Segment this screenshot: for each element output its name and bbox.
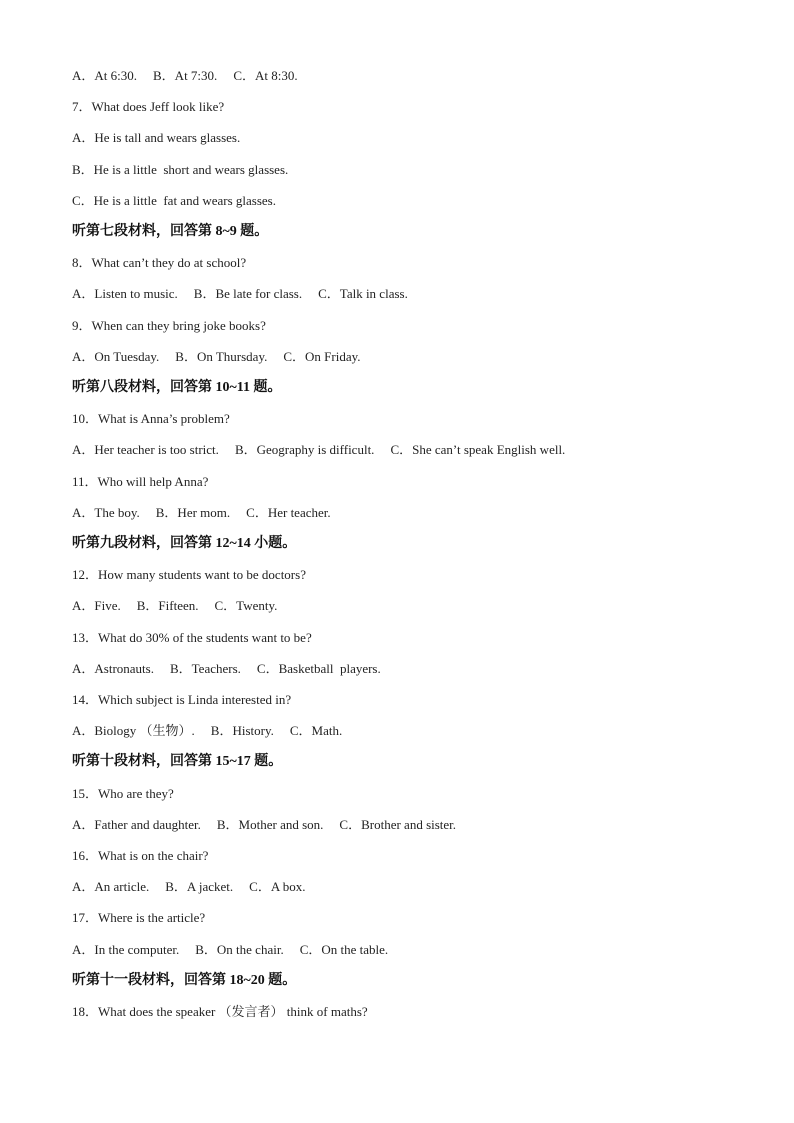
answer-option: B．Be late for class. [193, 286, 303, 302]
answer-options [72, 659, 397, 679]
question-text: 12．How many students want to be doctors? [72, 567, 306, 583]
answer-option: B．At 7:30. [153, 68, 218, 83]
answer-options [72, 940, 404, 960]
answer-option: B．Mother and son. [216, 816, 324, 832]
answer-option: A．On Tuesday. [72, 348, 160, 364]
answer-option: A．Five. [72, 598, 121, 614]
answer-option: C．Brother and sister. [339, 816, 457, 832]
section-heading: 听第七段材料，回答第 8~9 题。 [72, 224, 269, 239]
answer-option: A．Biology （生物）. [72, 723, 195, 739]
answer-option: B．Fifteen. [136, 598, 199, 614]
answer-options [72, 596, 293, 616]
answer-option: B．A jacket. [165, 879, 234, 895]
answer-option: C．Talk in class. [318, 286, 408, 302]
answer-option: A．In the computer. [72, 941, 180, 957]
question-text: 8．What can’t they do at school? [72, 255, 247, 271]
answer-options [72, 503, 347, 523]
answer-option: B．Geography is difficult. [234, 442, 375, 458]
answer-option: C．Math. [289, 723, 343, 739]
answer-options [72, 877, 322, 897]
answer-options [72, 284, 424, 304]
question-text: 11．Who will help Anna? [72, 473, 209, 489]
answer-options [72, 128, 256, 148]
question-text: 15．Who are they? [72, 785, 174, 801]
answer-option: B．Teachers. [169, 660, 241, 676]
answer-option: B．On the chair. [195, 941, 284, 957]
answer-option: C．On Friday. [283, 348, 361, 364]
question-text: 10．What is Anna’s problem? [72, 411, 230, 427]
answer-option: A．An article. [72, 879, 150, 895]
answer-option: C．Her teacher. [246, 504, 331, 520]
answer-options [72, 815, 472, 835]
answer-option: C．A box. [249, 879, 306, 895]
question-text: 13．What do 30% of the students want to be? [72, 629, 312, 645]
answer-option: C．She can’t speak English well. [390, 442, 566, 458]
answer-options [72, 160, 304, 180]
answer-option: A．Listen to music. [72, 286, 178, 302]
answer-option: B．On Thursday. [175, 348, 268, 364]
answer-option: B．History. [210, 723, 274, 739]
question-text: 18．What does the speaker （发言者） think of maths? [72, 1004, 368, 1019]
answer-options [72, 440, 581, 460]
answer-options [72, 721, 358, 741]
answer-options [72, 66, 314, 86]
answer-option: A．Her teacher is too strict. [72, 442, 219, 458]
answer-option: A．At 6:30. [72, 68, 138, 83]
question-text: 14．Which subject is Linda interested in? [72, 692, 292, 707]
answer-option: A．The boy. [72, 504, 140, 520]
answer-option: C．He is a little fat and wears glasses. [72, 192, 276, 208]
question-text: 16．What is on the chair? [72, 848, 209, 863]
section-heading: 听第十一段材料，回答第 18~20 题。 [72, 972, 297, 988]
answer-option: C．Twenty. [214, 598, 278, 614]
question-text: 17．Where is the article? [72, 910, 206, 926]
answer-option: A．He is tall and wears glasses. [72, 130, 241, 146]
answer-option: C．Basketball players. [256, 660, 381, 676]
answer-option: A．Astronauts. [72, 660, 154, 676]
section-heading: 听第九段材料，回答第 12~14 小题。 [72, 536, 297, 551]
answer-options [72, 347, 377, 367]
answer-option: C．On the table. [299, 941, 389, 957]
question-text: 9．When can they bring joke books? [72, 317, 266, 333]
answer-option: B．He is a little short and wears glasses. [72, 161, 289, 177]
answer-option: C．At 8:30. [233, 68, 298, 83]
section-heading: 听第八段材料，回答第 10~11 题。 [72, 380, 282, 395]
answer-option: B．Her mom. [155, 504, 231, 520]
answer-option: A．Father and daughter. [72, 816, 201, 832]
question-text: 7．What does Jeff look like? [72, 99, 225, 115]
section-heading: 听第十段材料，回答第 15~17 题。 [72, 754, 283, 770]
answer-options [72, 191, 292, 211]
